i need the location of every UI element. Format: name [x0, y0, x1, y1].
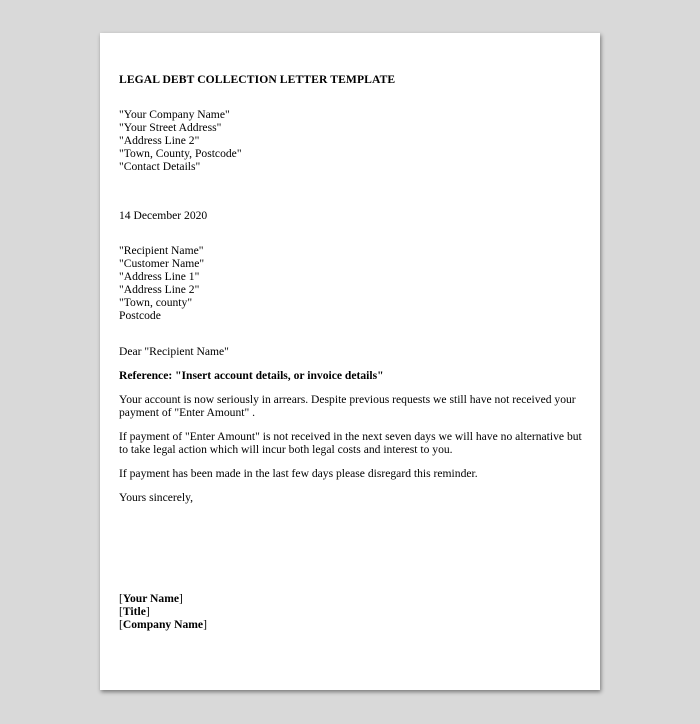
- recipient-line: Postcode: [119, 309, 161, 322]
- signature-block: [119, 592, 591, 631]
- recipient-address: [119, 244, 591, 322]
- sender-line: "Your Company Name": [119, 108, 230, 121]
- document-page: [100, 33, 600, 690]
- bracket-open: [: [119, 592, 123, 605]
- sender-line: "Your Street Address": [119, 121, 222, 134]
- recipient-line: "Customer Name": [119, 257, 205, 270]
- reference-line: Reference: "Insert account details, or invoice details": [119, 369, 384, 382]
- letter-content: [119, 73, 591, 631]
- signature-company: [119, 618, 591, 631]
- salutation: Dear "Recipient Name": [119, 345, 229, 358]
- signature-company-text: Company Name: [122, 618, 204, 631]
- body-paragraph-1: Your account is now seriously in arrears. Despite previous requests we still have not received your payment of "Enter Amount" .: [119, 393, 576, 419]
- bracket-close: ]: [203, 618, 207, 631]
- body-paragraph-2: If payment of "Enter Amount" is not received in the next seven days we will have no alternative but to take legal action which will incur both legal costs and interest to you.: [119, 430, 582, 456]
- recipient-line: "Town, county": [119, 296, 193, 309]
- signature-name-text: Your Name: [122, 592, 180, 605]
- recipient-line: "Address Line 1": [119, 270, 200, 283]
- sender-address: [119, 108, 591, 173]
- bracket-open: [: [119, 605, 123, 618]
- closing: Yours sincerely,: [119, 491, 194, 504]
- body-paragraph-3: If payment has been made in the last few days please disregard this reminder.: [119, 467, 478, 480]
- bracket-close: ]: [179, 592, 183, 605]
- bracket-close: ]: [145, 605, 150, 618]
- sender-line: "Town, County, Postcode": [119, 147, 242, 160]
- signature-title-text: Title: [122, 605, 146, 618]
- letter-date: 14 December 2020: [119, 209, 208, 222]
- sender-line: "Contact Details": [119, 160, 201, 173]
- signature-title: [119, 605, 591, 618]
- recipient-line: "Recipient Name": [119, 244, 204, 257]
- sender-line: "Address Line 2": [119, 134, 200, 147]
- document-title: LEGAL DEBT COLLECTION LETTER TEMPLATE: [119, 73, 396, 86]
- recipient-line: "Address Line 2": [119, 283, 200, 296]
- signature-name: [119, 592, 591, 605]
- bracket-open: [: [119, 618, 123, 631]
